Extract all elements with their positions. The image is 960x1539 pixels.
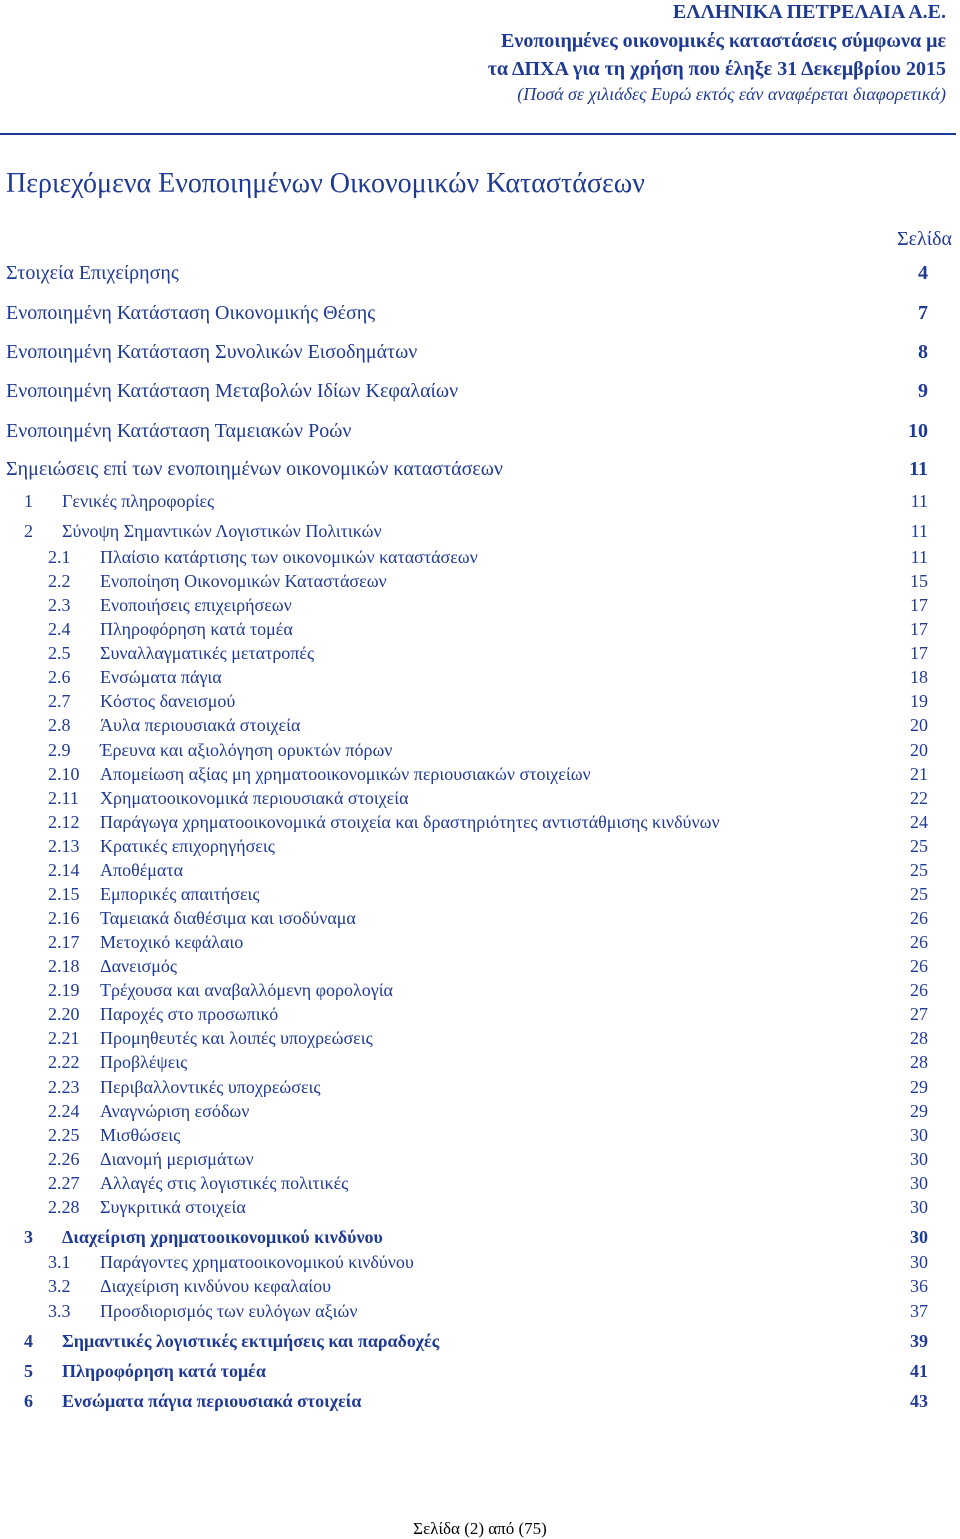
toc-entry-number: 2.19 bbox=[48, 980, 80, 1001]
toc-entry-page: 26 bbox=[910, 932, 928, 953]
toc-entry-number: 3.1 bbox=[48, 1252, 71, 1272]
toc-entry-number: 2.11 bbox=[48, 787, 79, 808]
toc-entry-label: Γενικές πληροφορίες bbox=[62, 491, 215, 511]
toc-entry-page: 17 bbox=[910, 619, 928, 640]
toc-entry-label: Διαχείριση χρηματοοικονομικού κινδύνου bbox=[62, 1227, 383, 1247]
toc-entry-number: 2.26 bbox=[48, 1148, 80, 1169]
toc-entry-label: Άυλα περιουσιακά στοιχεία bbox=[100, 715, 301, 736]
toc-entry-label: Εμπορικές απαιτήσεις bbox=[100, 883, 260, 904]
toc-entry-label: Αναγνώριση εσόδων bbox=[100, 1100, 250, 1121]
toc-entry-page: 27 bbox=[910, 1004, 928, 1025]
toc-entry-page: 30 bbox=[910, 1172, 928, 1193]
toc-entry-page: 30 bbox=[910, 1227, 928, 1247]
toc-entry-label: Κρατικές επιχορηγήσεις bbox=[100, 835, 275, 856]
toc-entry-number: 2.22 bbox=[48, 1052, 80, 1073]
toc-entry-page: 25 bbox=[910, 859, 928, 880]
toc-entry-number: 2.17 bbox=[48, 932, 80, 953]
toc-entry-label: Ενοποιημένη Κατάσταση Μεταβολών Ιδίων Κεφαλαίων bbox=[6, 380, 459, 402]
toc-entry-page: 22 bbox=[910, 787, 928, 808]
toc-entry-number: 2 bbox=[24, 521, 33, 541]
toc-entry-number: 2.27 bbox=[48, 1172, 80, 1193]
toc-entry-label: Ενοποιήσεις επιχειρήσεων bbox=[100, 595, 292, 616]
toc-entry-page: 25 bbox=[910, 883, 928, 904]
toc-entry-label: Σημειώσεις επί των ενοποιημένων οικονομικών καταστάσεων bbox=[6, 458, 503, 480]
toc-entry-label: Ενοποιημένη Κατάσταση Οικονομικής Θέσης bbox=[6, 302, 376, 324]
toc-entry-number: 2.28 bbox=[48, 1196, 80, 1217]
toc-entry-label: Προβλέψεις bbox=[100, 1052, 188, 1073]
toc-entry-label: Περιβαλλοντικές υποχρεώσεις bbox=[100, 1076, 321, 1097]
toc-entry-label: Μισθώσεις bbox=[100, 1124, 181, 1145]
toc-entry-label: Σημαντικές λογιστικές εκτιμήσεις και παραδοχές bbox=[62, 1331, 440, 1351]
toc-entry-page: 30 bbox=[910, 1252, 928, 1272]
toc-entry-label: Προσδιορισμός των ευλόγων αξιών bbox=[100, 1300, 358, 1321]
toc-entry-number: 2.5 bbox=[48, 643, 71, 664]
toc-entry-page: 9 bbox=[918, 380, 928, 402]
toc-entry-label: Ταμειακά διαθέσιμα και ισοδύναμα bbox=[100, 908, 356, 929]
toc-entry-label: Απομείωση αξίας μη χρηματοοικονομικών περιουσιακών στοιχείων bbox=[100, 763, 591, 784]
toc-entry-page: 11 bbox=[909, 458, 928, 480]
toc-entry-page: 29 bbox=[910, 1100, 928, 1121]
toc-entry-number: 2.12 bbox=[48, 811, 80, 832]
toc-entry-number: 2.7 bbox=[48, 691, 71, 712]
toc-entry-page: 36 bbox=[910, 1276, 928, 1297]
toc-entry-label: Τρέχουσα και αναβαλλόμενη φορολογία bbox=[100, 980, 393, 1001]
toc-entry-label: Ενοποίηση Οικονομικών Καταστάσεων bbox=[100, 571, 387, 592]
toc-entry-number: 4 bbox=[24, 1331, 33, 1351]
report-title-line-2: τα ΔΠΧΑ για τη χρήση που έληξε 31 Δεκεμβρίου 2015 bbox=[487, 58, 946, 80]
toc-entry-page: 17 bbox=[910, 595, 928, 616]
toc-entry-number: 2.3 bbox=[48, 595, 71, 616]
toc-entry-page: 4 bbox=[918, 262, 928, 284]
toc-entry-page: 20 bbox=[910, 739, 928, 760]
toc-entry-number: 2.1 bbox=[48, 547, 71, 567]
toc-entry-page: 18 bbox=[910, 667, 928, 688]
report-title-line-1: Ενοποιημένες οικονομικές καταστάσεις σύμφωνα με bbox=[501, 30, 946, 52]
page-column-label: Σελίδα bbox=[896, 228, 952, 250]
toc-entry-number: 5 bbox=[24, 1361, 33, 1381]
toc-entry-page: 30 bbox=[910, 1148, 928, 1169]
toc-entry-label: Πλαίσιο κατάρτισης των οικονομικών καταστάσεων bbox=[100, 547, 478, 567]
toc-entry-page: 41 bbox=[910, 1361, 928, 1381]
toc-entry-page: 11 bbox=[910, 491, 928, 511]
toc-entry-label: Σύνοψη Σημαντικών Λογιστικών Πολιτικών bbox=[62, 521, 382, 541]
toc-entry-page: 8 bbox=[918, 341, 928, 363]
toc-entry-label: Κόστος δανεισμού bbox=[100, 691, 236, 712]
toc-entry-number: 2.23 bbox=[48, 1076, 80, 1097]
toc-entry-label: Ενσώματα πάγια bbox=[100, 667, 222, 688]
toc-entry-number: 2.8 bbox=[48, 715, 71, 736]
toc-entry-label: Χρηματοοικονομικά περιουσιακά στοιχεία bbox=[100, 787, 409, 808]
company-name: ΕΛΛΗΝΙΚΑ ΠΕΤΡΕΛΑΙΑ Α.Ε. bbox=[672, 1, 946, 23]
toc-entry-label: Προμηθευτές και λοιπές υποχρεώσεις bbox=[100, 1028, 373, 1049]
toc-entry-label: Πληροφόρηση κατά τομέα bbox=[62, 1361, 266, 1381]
toc-entry-label: Διανομή μερισμάτων bbox=[100, 1148, 254, 1169]
toc-entry-number: 1 bbox=[24, 491, 33, 511]
toc-entry-page: 7 bbox=[918, 302, 928, 324]
toc-entry-page: 30 bbox=[910, 1196, 928, 1217]
toc-entry-number: 2.24 bbox=[48, 1100, 80, 1121]
toc-entry-page: 25 bbox=[910, 835, 928, 856]
toc-entry-page: 10 bbox=[908, 420, 928, 442]
toc-entry-page: 17 bbox=[910, 643, 928, 664]
toc-entry-number: 2.9 bbox=[48, 739, 71, 760]
currency-note: (Ποσά σε χιλιάδες Ευρώ εκτός εάν αναφέρεται διαφορετικά) bbox=[517, 84, 946, 104]
toc-entry-label: Ενσώματα πάγια περιουσιακά στοιχεία bbox=[62, 1391, 362, 1411]
toc-entry-page: 26 bbox=[910, 980, 928, 1001]
toc-entry-number: 2.20 bbox=[48, 1004, 80, 1025]
toc-entry-page: 29 bbox=[910, 1076, 928, 1097]
toc-entry-label: Πληροφόρηση κατά τομέα bbox=[100, 619, 293, 640]
toc-entry-number: 2.10 bbox=[48, 763, 80, 784]
toc-entry-label: Συγκριτικά στοιχεία bbox=[100, 1196, 246, 1217]
toc-entry-page: 24 bbox=[910, 811, 928, 832]
toc-entry-label: Συναλλαγματικές μετατροπές bbox=[100, 643, 315, 664]
toc-entry-label: Παράγοντες χρηματοοικονομικού κινδύνου bbox=[100, 1252, 414, 1272]
toc-entry-page: 19 bbox=[910, 691, 928, 712]
toc-entry-number: 2.16 bbox=[48, 908, 80, 929]
toc-entry-page: 28 bbox=[910, 1028, 928, 1049]
page-title: Περιεχόμενα Ενοποιημένων Οικονομικών Καταστάσεων bbox=[6, 168, 645, 199]
toc-entry-page: 43 bbox=[910, 1391, 928, 1411]
toc-entry-number: 2.13 bbox=[48, 835, 80, 856]
toc-entry-label: Διαχείριση κινδύνου κεφαλαίου bbox=[100, 1276, 332, 1297]
toc-entry-number: 2.21 bbox=[48, 1028, 80, 1049]
toc-entry-page: 20 bbox=[910, 715, 928, 736]
page-footer: Σελίδα (2) από (75) bbox=[413, 1519, 547, 1538]
toc-entry-number: 2.2 bbox=[48, 571, 71, 592]
toc-entry-page: 26 bbox=[910, 956, 928, 977]
toc-entry-label: Αλλαγές στις λογιστικές πολιτικές bbox=[100, 1172, 349, 1193]
header-divider bbox=[0, 133, 956, 135]
toc-entry-number: 2.14 bbox=[48, 859, 80, 880]
toc-entry-label: Έρευνα και αξιολόγηση ορυκτών πόρων bbox=[100, 739, 393, 760]
toc-entry-number: 2.18 bbox=[48, 956, 80, 977]
toc-entry-page: 39 bbox=[910, 1331, 928, 1351]
toc-entry-label: Παράγωγα χρηματοοικονομικά στοιχεία και δραστηριότητες αντιστάθμισης κινδύνων bbox=[100, 811, 720, 832]
toc-entry-page: 11 bbox=[910, 521, 928, 541]
toc-entry-page: 21 bbox=[910, 763, 928, 784]
toc-entry-number: 6 bbox=[24, 1391, 33, 1411]
toc-entry-page: 15 bbox=[910, 571, 928, 592]
toc-entry-page: 37 bbox=[910, 1300, 928, 1321]
toc-entry-page: 28 bbox=[910, 1052, 928, 1073]
toc-entry-label: Παροχές στο προσωπικό bbox=[100, 1004, 279, 1025]
toc-entry-page: 30 bbox=[910, 1124, 928, 1145]
toc-entry-number: 2.15 bbox=[48, 883, 80, 904]
toc-entry-number: 2.25 bbox=[48, 1124, 80, 1145]
toc-entry-number: 3.3 bbox=[48, 1300, 71, 1321]
toc-entry-label: Μετοχικό κεφάλαιο bbox=[100, 932, 244, 953]
toc-entry-number: 2.6 bbox=[48, 667, 71, 688]
toc-entry-label: Στοιχεία Επιχείρησης bbox=[6, 262, 179, 284]
toc-entry-label: Ενοποιημένη Κατάσταση Ταμειακών Ροών bbox=[6, 420, 352, 442]
toc-entry-page: 26 bbox=[910, 908, 928, 929]
toc-entry-label: Δανεισμός bbox=[100, 956, 178, 977]
toc-entry-page: 11 bbox=[910, 547, 928, 567]
toc-entry-label: Ενοποιημένη Κατάσταση Συνολικών Εισοδημάτων bbox=[6, 341, 418, 363]
toc-entry-number: 3 bbox=[24, 1227, 33, 1247]
toc-entry-number: 3.2 bbox=[48, 1276, 71, 1297]
toc-entry-label: Αποθέματα bbox=[100, 859, 184, 880]
toc-entry-number: 2.4 bbox=[48, 619, 71, 640]
